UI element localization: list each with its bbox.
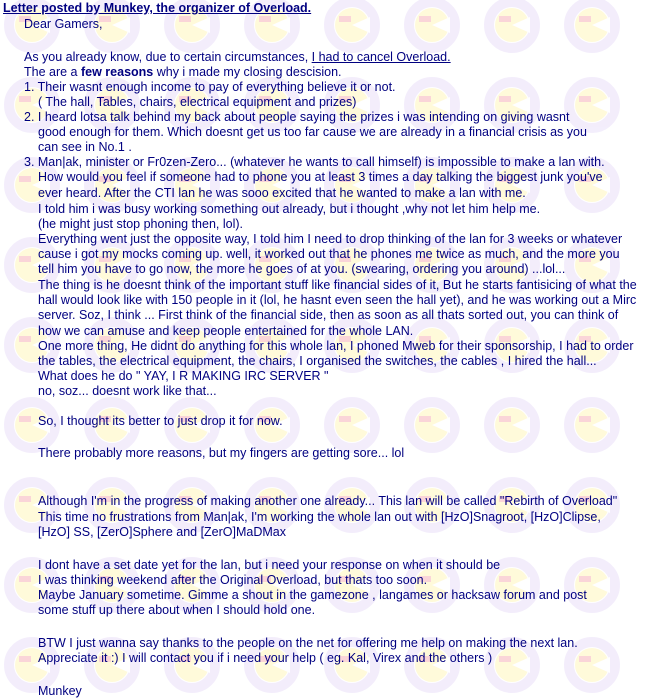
reason-3-line: tell him you have to go now, the more he goes of at you. (swearing, ordering you around) ...lol... (38, 262, 566, 276)
reason-3-line: Everything went just the opposite way, I told him I need to drop thinking of the lan for 3 weeks or whatever (38, 232, 623, 246)
reason-3-line: The thing is he doesnt think of the important stuff like financial sides of it, But he starts fantisicing of what the (38, 278, 637, 292)
reason-3-line: ever heard. After the CTI lan he was sooo excited that he wanted to make a lan with me. (38, 186, 526, 200)
reason-3-line: How would you feel if someone had to phone you at least 3 times a day talking the biggest junk you've (38, 170, 603, 184)
drop-it-line: So, I thought its better to just drop it for now. (38, 414, 283, 428)
thanks-line: BTW I just wanna say thanks to the people on the net for offering me help on making the next lan. (38, 636, 578, 650)
cancel-overload-link[interactable]: I had to cancel Overload. (311, 50, 451, 64)
page-title: Letter posted by Munkey, the organizer of Overload. (3, 1, 312, 15)
rebirth-line: Although I'm in the progress of making another one already... This lan will be called "Rebirth of Overload" (38, 494, 618, 508)
reason-3-line: how we can amuse and keep people entertained for the whole LAN. (38, 324, 414, 338)
reason-3-line: 3. Man|ak, minister or Fr0zen-Zero... (whatever he wants to call himself) is impossible to make a lan with. (24, 155, 605, 169)
reason-3-line: the tables, the electrical equipment, the chairs, I organised the switches, the cables , I hired the hall... (38, 354, 597, 368)
signature: Munkey (38, 684, 82, 698)
reason-3-line: hall would look like with 150 people in it (lol, he hasnt even seen the hall yet), and he was working out a Mirc (38, 293, 637, 307)
reason-3-line: no, soz... doesnt work like that... (38, 384, 217, 398)
reason-3-line: server. Soz, I think ... First think of the financial side, then as soon as all thats sorted out, you can think of (38, 308, 619, 322)
reason-1-line: 1. Their wasnt enough income to pay of everything believe it or not. (24, 80, 396, 94)
reasons-line (24, 65, 342, 80)
reason-3-line: I told him i was busy working something out already, but i thought ,why not let him help me. (38, 202, 541, 216)
date-line: I was thinking weekend after the Original Overload, but thats too soon. (38, 573, 428, 587)
date-line: I dont have a set date yet for the lan, but i need your response on when it should be (38, 558, 501, 572)
reason-2-line: 2. I heard lotsa talk behind my back about people saying the prizes i was intending on giving wasnt (24, 110, 570, 124)
date-line: Maybe January sometime. Gimme a shout in the gamezone , langames or hacksaw forum and post (38, 588, 587, 602)
reason-2-line: can see in No.1 . (38, 140, 132, 154)
intro-text: As you already know, due to certain circumstances, (24, 50, 312, 64)
rebirth-line: [HzO] SS, [ZerO]Sphere and [ZerO]MaDMax (38, 525, 286, 539)
thanks-line: Appreciate it :) I will contact you if i need your help ( eg. Kal, Virex and the others ) (38, 651, 493, 665)
reason-3-line: (he might just stop phoning then, lol). (38, 217, 243, 231)
date-line: some stuff up there about when I should hold one. (38, 603, 316, 617)
reason-3-line: cause i got my mocks coming up. well, it worked out that he phones me twice as much, and the more you (38, 247, 620, 261)
reason-3-line: One more thing, He didnt do anything for this whole lan, I phoned Mweb for their sponsorship, I had to order (38, 339, 634, 353)
reason-2-line: good enough for them. Which doesnt get us too far cause we are already in a financial crisis as you (38, 125, 587, 139)
greeting: Dear Gamers, (24, 17, 103, 31)
rebirth-line: This time no frustrations from Man|ak, I'm working the whole lan out with [HzO]Snagroot, [HzO]Clipse, (38, 510, 601, 524)
reasons-text-c: why i made my closing descision. (153, 65, 342, 79)
reasons-text-a: The are a (24, 65, 81, 79)
reason-3-line: What does he do " YAY, I R MAKING IRC SERVER " (38, 369, 329, 383)
more-reasons-line: There probably more reasons, but my fingers are getting sore... lol (38, 446, 405, 460)
reason-1-line: ( The hall, Tables, chairs, electrical equipment and prizes) (38, 95, 357, 109)
intro-line (24, 50, 451, 65)
reasons-emphasis: few reasons (80, 65, 154, 79)
